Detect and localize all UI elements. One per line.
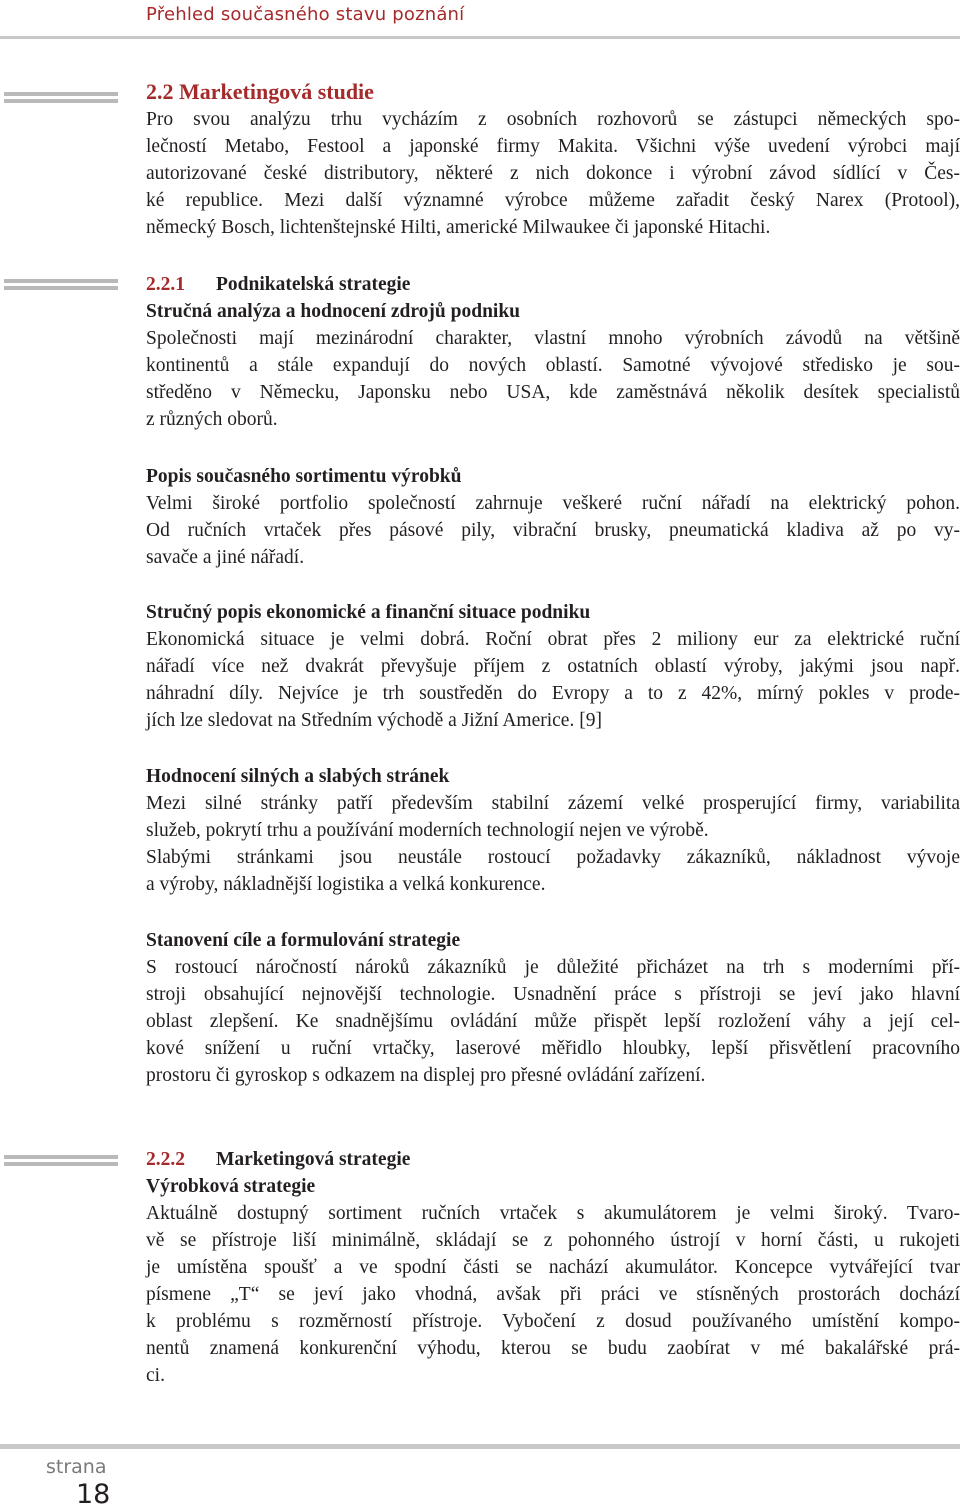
paragraph-line: lečností Metabo, Festool a japonské firmy Makita. Všichni výše uvedení výrobci mají xyxy=(146,136,960,157)
paragraph-line: služeb, pokrytí trhu a používání moderních technologií nejen ve výrobě. xyxy=(146,820,709,841)
block-heading: Popis současného sortimentu výrobků xyxy=(146,466,462,487)
footer-rule xyxy=(0,1444,960,1449)
paragraph-line: německý Bosch, lichtenštejnské Hilti, americké Milwaukee či japonské Hitachi. xyxy=(146,217,771,238)
margin-marker xyxy=(4,92,118,104)
paragraph-line: kontinentů a stále expandují do nových oblastí. Samotné vývojové středisko je sou- xyxy=(146,355,960,376)
block-ekonomika xyxy=(146,599,960,734)
paragraph-line: z různých oborů. xyxy=(146,409,278,430)
paragraph-line: a výroby, nákladnější logistika a velká konkurence. xyxy=(146,874,546,895)
section-heading xyxy=(146,78,960,106)
section-2-2 xyxy=(146,78,960,241)
section-number: 2.2 xyxy=(146,79,174,104)
block-heading: Výrobková strategie xyxy=(146,1176,316,1197)
paragraph-line: vě se přístroje liší minimálně, skládají se z pohonného ústrojí v horní části, u rukojeti xyxy=(146,1230,960,1251)
paragraph-line: Pro svou analýzu trhu vycházím z osobních rozhovorů se zástupci německých spo- xyxy=(146,109,960,130)
margin-marker xyxy=(4,1155,118,1167)
paragraph-line: stroji obsahující nejnovější technologie. Usnadnění práce s přístroji se jeví jako hlavní xyxy=(146,984,960,1005)
page-label: strana xyxy=(46,1456,107,1478)
paragraph-line: ké republice. Mezi další významné výrobce můžeme zařadit český Narex (Protool), xyxy=(146,190,960,211)
paragraph-line: Velmi široké portfolio společností zahrnuje veškeré ruční nářadí na elektrický pohon. xyxy=(146,493,960,514)
paragraph-line: k problému s rozměrností přístroje. Vybočení z dosud používaného umístění kompo- xyxy=(146,1311,960,1332)
paragraph-line: náhradní díly. Nejvíce je trh soustředěn do Evropy a to z 42%, mírný pokles v prode- xyxy=(146,683,960,704)
running-header: Přehled současného stavu poznání xyxy=(146,4,465,25)
block-sortiment xyxy=(146,463,960,571)
paragraph-line: Aktuálně dostupný sortiment ručních vrtaček s akumulátorem je velmi široký. Tvaro- xyxy=(146,1203,960,1224)
paragraph-line: Ekonomická situace je velmi dobrá. Roční obrat přes 2 miliony eur za elektrické ruční xyxy=(146,629,960,650)
paragraph-line: nářadí více než dvakrát převyšuje příjem z ostatních oblastí výroby, jakými jsou např. xyxy=(146,656,960,677)
page-number: 18 xyxy=(76,1479,111,1510)
paragraph-line: ci. xyxy=(146,1365,165,1386)
section-2-2-2 xyxy=(146,1146,960,1389)
header-rule xyxy=(0,36,960,39)
block-heading: Hodnocení silných a slabých stránek xyxy=(146,766,450,787)
section-title: Marketingová studie xyxy=(179,79,374,104)
paragraph-line: jích lze sledovat na Středním východě a Jižní Americe. [9] xyxy=(146,710,602,731)
section-2-2-1 xyxy=(146,271,960,433)
block-strategie xyxy=(146,927,960,1089)
paragraph-line: Společnosti mají mezinárodní charakter, vlastní mnoho výrobních závodů na většině xyxy=(146,328,960,349)
paragraph-line: savače a jiné nářadí. xyxy=(146,547,305,568)
paragraph-line: písmene „T“ se jeví jako vhodná, avšak při práci ve stísněných prostorách dochází xyxy=(146,1284,960,1305)
paragraph-line: autorizované české distributory, některé z nich dokonce i výrobní závod sídlící v Čes- xyxy=(146,163,960,184)
block-heading: Stručná analýza a hodnocení zdrojů podniku xyxy=(146,301,521,322)
paragraph-line: středěno v Německu, Japonsku nebo USA, kde zaměstnává několik desítek specialistů xyxy=(146,382,960,403)
subsection-number: 2.2.2 xyxy=(146,1149,185,1170)
subsection-heading xyxy=(146,271,960,298)
subsection-heading xyxy=(146,1146,960,1173)
paragraph-line: Mezi silné stránky patří především stabilní zázemí velké prosperující firmy, variabilita xyxy=(146,793,960,814)
block-swot xyxy=(146,763,960,898)
margin-marker xyxy=(4,279,118,291)
block-heading: Stručný popis ekonomické a finanční situace podniku xyxy=(146,602,591,623)
subsection-title: Marketingová strategie xyxy=(216,1149,411,1170)
paragraph-line: kové snížení u ruční vrtačky, laserové měřidlo hloubky, lepší přisvětlení pracovního xyxy=(146,1038,960,1059)
paragraph-line: nentů znamená konkurenční výhodu, kterou se budu zaobírat v mé bakalářské prá- xyxy=(146,1338,960,1359)
paragraph-line: je umístěna spoušť a ve spodní části se nachází akumulátor. Koncepce vytvářející tvar xyxy=(146,1257,960,1278)
paragraph-line: prostoru či gyroskop s odkazem na displej pro přesné ovládání zařízení. xyxy=(146,1065,706,1086)
block-heading: Stanovení cíle a formulování strategie xyxy=(146,930,461,951)
paragraph-line: Od ručních vrtaček přes pásové pily, vibrační brusky, pneumatická kladiva až po vy- xyxy=(146,520,960,541)
subsection-title: Podnikatelská strategie xyxy=(216,274,411,295)
paragraph-line: Slabými stránkami jsou neustále rostoucí požadavky zákazníků, nákladnost vývoje xyxy=(146,847,960,868)
paragraph-line: oblast zlepšení. Ke snadnějšímu ovládání může přispět lepší rozložení váhy a její cel- xyxy=(146,1011,960,1032)
subsection-number: 2.2.1 xyxy=(146,274,185,295)
paragraph-line: S rostoucí náročností nároků zákazníků je důležité přicházet na trh s moderními pří- xyxy=(146,957,960,978)
